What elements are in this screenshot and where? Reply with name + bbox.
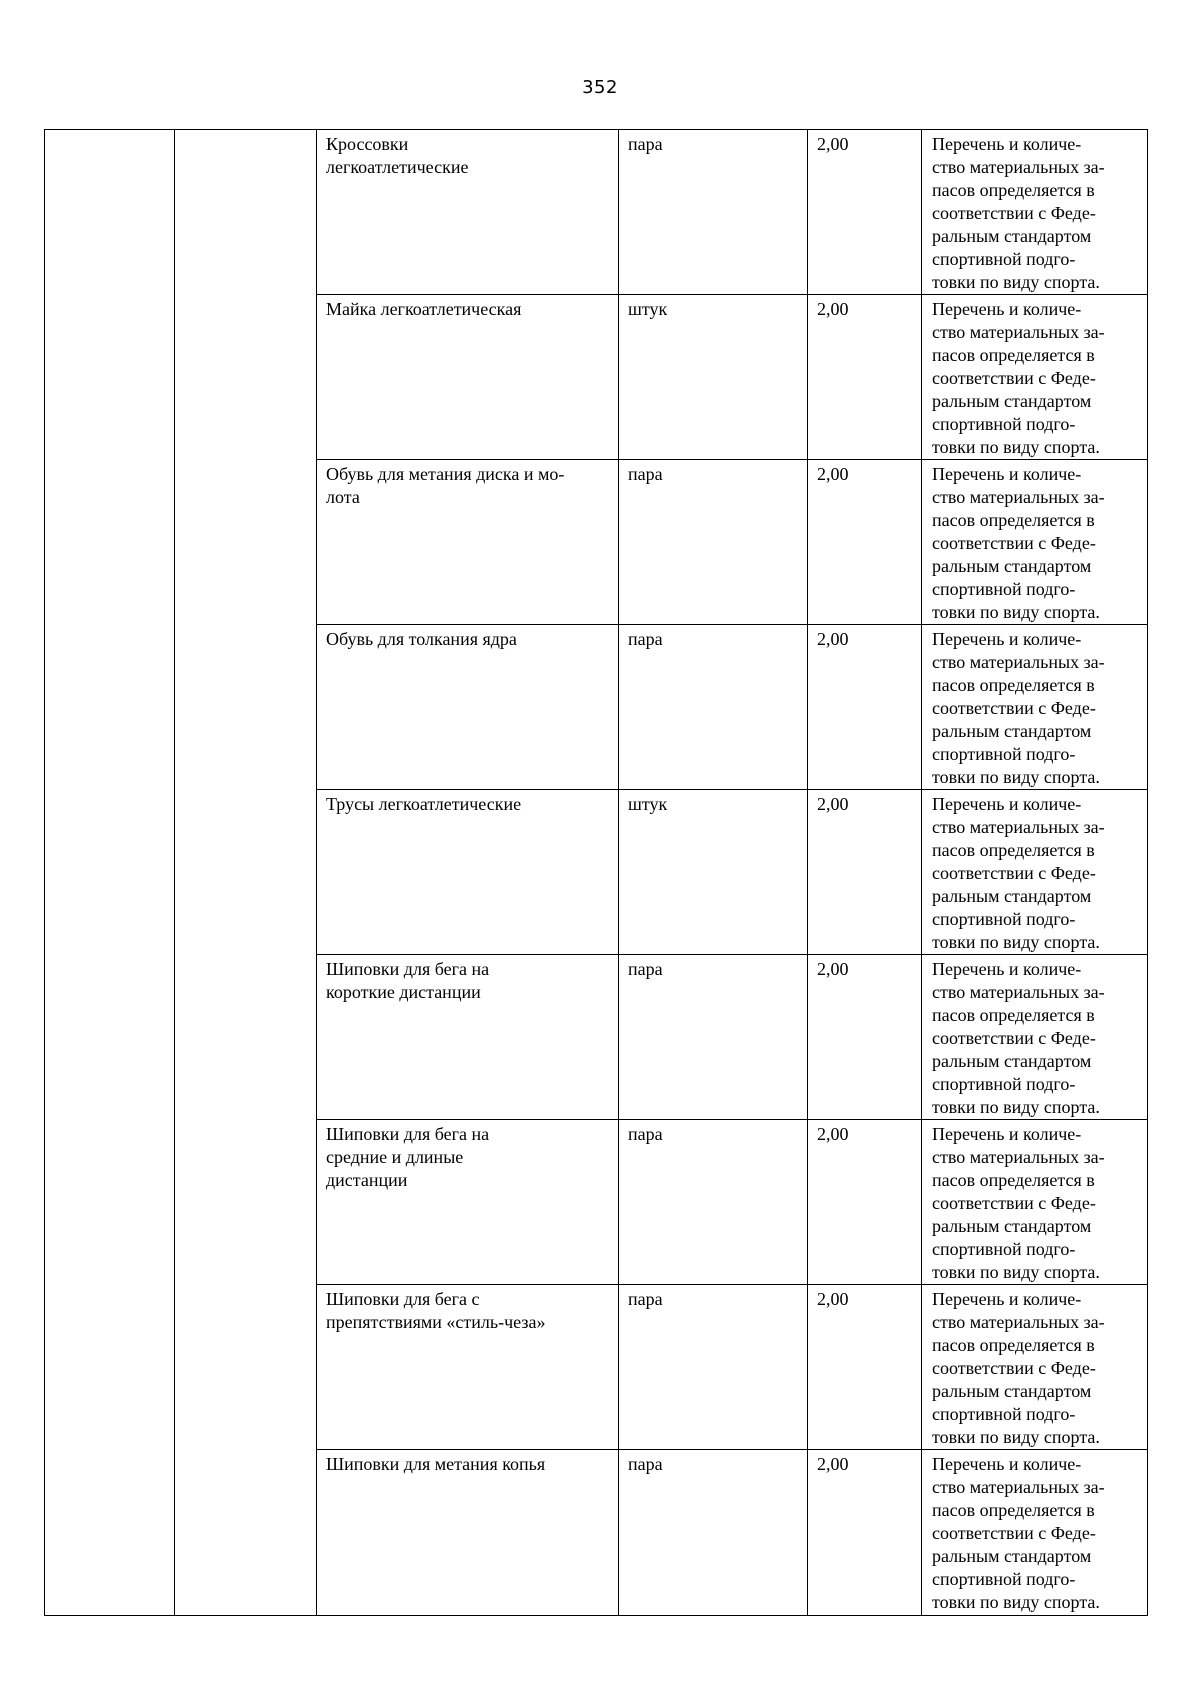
note-cell: Перечень и количе- ство материальных за- пасов определяется в соответствии с Феде- ральным стандартом спортивной подго- товки по виду спорта. — [922, 130, 1148, 295]
note-cell: Перечень и количе- ство материальных за- пасов определяется в соответствии с Феде- ральным стандартом спортивной подго- товки по виду спорта. — [922, 955, 1148, 1120]
note-cell: Перечень и количе- ство материальных за- пасов определяется в соответствии с Феде- ральным стандартом спортивной подго- товки по виду спорта. — [922, 1120, 1148, 1285]
item-name-cell: Шиповки для бега на короткие дистанции — [317, 955, 619, 1120]
item-name-cell: Трусы легкоатлетические — [317, 790, 619, 955]
item-name-cell: Шиповки для бега с препятствиями «стиль-чеза» — [317, 1285, 619, 1450]
quantity-cell: 2,00 — [808, 1450, 922, 1616]
quantity-cell: 2,00 — [808, 1285, 922, 1450]
note-cell: Перечень и количе- ство материальных за- пасов определяется в соответствии с Феде- ральным стандартом спортивной подго- товки по виду спорта. — [922, 295, 1148, 460]
note-cell: Перечень и количе- ство материальных за- пасов определяется в соответствии с Феде- ральным стандартом спортивной подго- товки по виду спорта. — [922, 460, 1148, 625]
quantity-cell: 2,00 — [808, 295, 922, 460]
quantity-cell: 2,00 — [808, 130, 922, 295]
item-name-cell: Обувь для толкания ядра — [317, 625, 619, 790]
page-number: 352 — [582, 77, 618, 98]
unit-cell: пара — [619, 1120, 808, 1285]
item-name-cell: Обувь для метания диска и мо- лота — [317, 460, 619, 625]
unit-cell: пара — [619, 955, 808, 1120]
note-cell: Перечень и количе- ство материальных за- пасов определяется в соответствии с Феде- ральным стандартом спортивной подго- товки по виду спорта. — [922, 1450, 1148, 1616]
unit-cell: штук — [619, 295, 808, 460]
quantity-cell: 2,00 — [808, 955, 922, 1120]
note-cell: Перечень и количе- ство материальных за- пасов определяется в соответствии с Феде- ральным стандартом спортивной подго- товки по виду спорта. — [922, 790, 1148, 955]
note-cell: Перечень и количе- ство материальных за- пасов определяется в соответствии с Феде- ральным стандартом спортивной подго- товки по виду спорта. — [922, 625, 1148, 790]
unit-cell: пара — [619, 460, 808, 625]
item-name-cell: Кроссовки легкоатлетические — [317, 130, 619, 295]
unit-cell: пара — [619, 1285, 808, 1450]
unit-cell: пара — [619, 1450, 808, 1616]
unit-cell: пара — [619, 130, 808, 295]
item-name-cell: Шиповки для метания копья — [317, 1450, 619, 1616]
unit-cell: штук — [619, 790, 808, 955]
quantity-cell: 2,00 — [808, 460, 922, 625]
note-cell: Перечень и количе- ство материальных за- пасов определяется в соответствии с Феде- ральным стандартом спортивной подго- товки по виду спорта. — [922, 1285, 1148, 1450]
item-name-cell: Шиповки для бега на средние и длиные дистанции — [317, 1120, 619, 1285]
quantity-cell: 2,00 — [808, 1120, 922, 1285]
quantity-cell: 2,00 — [808, 625, 922, 790]
equipment-table — [44, 129, 1148, 1616]
empty-column-1 — [45, 130, 175, 1616]
table-row — [45, 130, 1148, 295]
empty-column-2 — [175, 130, 317, 1616]
item-name-cell: Майка легкоатлетическая — [317, 295, 619, 460]
quantity-cell: 2,00 — [808, 790, 922, 955]
unit-cell: пара — [619, 625, 808, 790]
